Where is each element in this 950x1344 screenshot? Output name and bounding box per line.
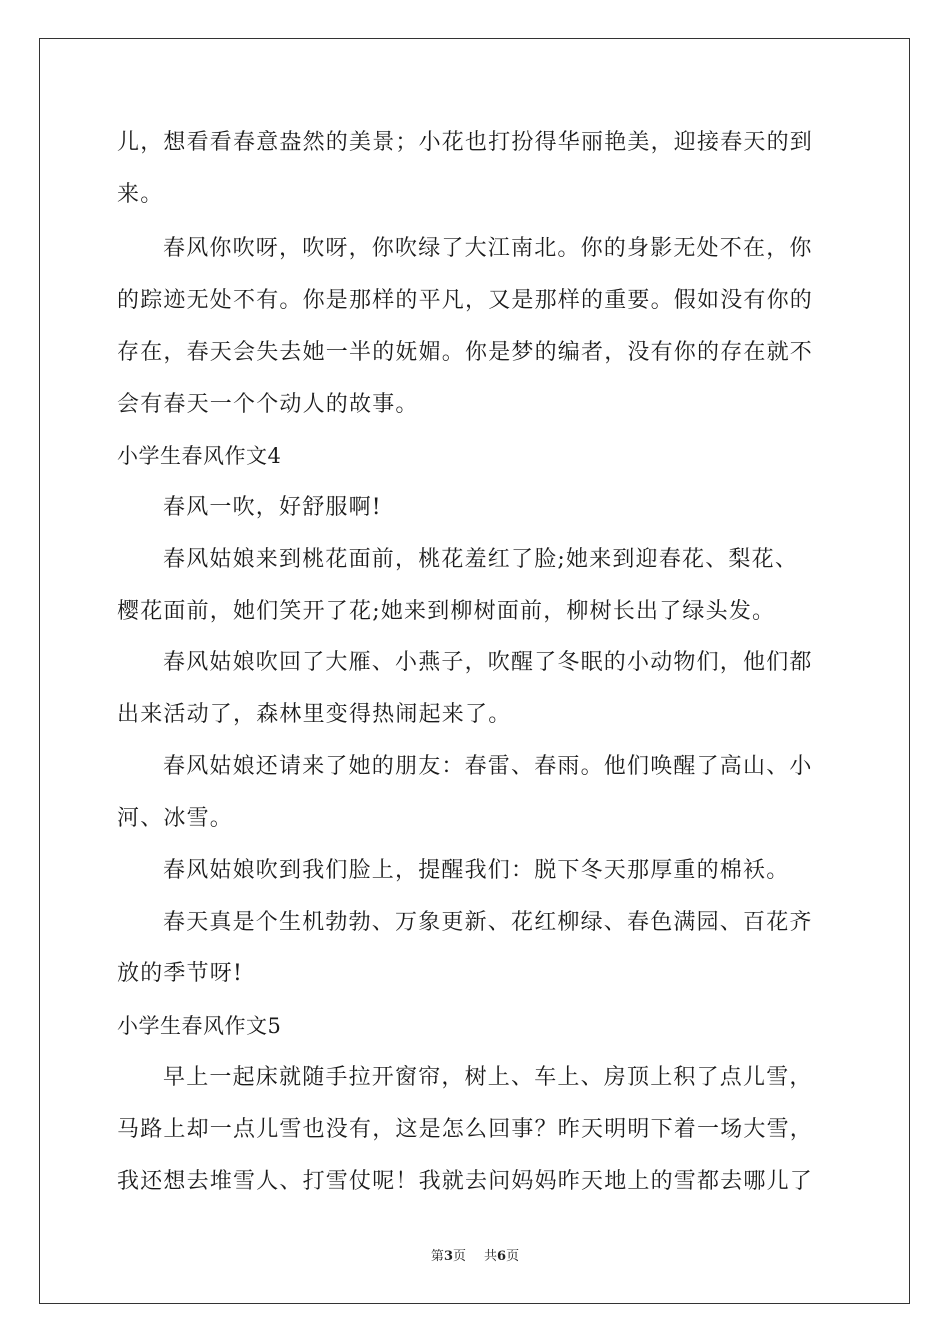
paragraph-line: 春风姑娘还请来了她的朋友：春雷、春雨。他们唤醒了高山、小 [163,754,813,779]
footer-page-number: 3 [443,1249,453,1264]
footer-total-suffix: 页 [506,1249,520,1264]
footer-total-prefix: 共 [484,1249,498,1264]
paragraph-line: 春风你吹呀，吹呀，你吹绿了大江南北。你的身影无处不在，你 [163,236,813,261]
section-heading: 小学生春风作文5 [117,1014,282,1038]
paragraph-line: 春风姑娘吹回了大雁、小燕子，吹醒了冬眠的小动物们，他们都 [163,650,813,675]
paragraph-line: 春风姑娘吹到我们脸上，提醒我们：脱下冬天那厚重的棉袄。 [163,858,790,883]
footer-page-prefix: 第 [430,1249,444,1264]
paragraph-line: 存在，春天会失去她一半的妩媚。你是梦的编者，没有你的存在就不 [117,340,814,365]
paragraph-line: 我还想去堆雪人、打雪仗呢！我就去问妈妈昨天地上的雪都去哪儿了 [117,1169,814,1194]
page-footer [0,1248,950,1266]
paragraph-line: 会有春天一个个动人的故事。 [117,392,419,417]
paragraph-line: 儿，想看看春意盎然的美景；小花也打扮得华丽艳美，迎接春天的到 [117,130,814,155]
section-heading: 小学生春风作文4 [117,444,282,468]
paragraph-line: 春风一吹，好舒服啊! [163,495,382,520]
paragraph-line: 春天真是个生机勃勃、万象更新、花红柳绿、春色满园、百花齐 [163,910,813,935]
paragraph-line: 樱花面前，她们笑开了花;她来到柳树面前，柳树长出了绿头发。 [117,599,776,624]
paragraph-line: 出来活动了，森林里变得热闹起来了。 [117,702,512,727]
footer-page-suffix: 页 [452,1249,466,1264]
paragraph-line: 河、冰雪。 [117,806,234,831]
paragraph-line: 的踪迹无处不有。你是那样的平凡，又是那样的重要。假如没有你的 [117,288,814,313]
paragraph-line: 来。 [117,182,164,207]
paragraph-line: 早上一起床就随手拉开窗帘，树上、车上、房顶上积了点儿雪， [163,1065,813,1090]
footer-total-pages: 6 [497,1249,507,1264]
paragraph-line: 马路上却一点儿雪也没有，这是怎么回事？昨天明明下着一场大雪， [117,1117,814,1142]
paragraph-line: 春风姑娘来到桃花面前，桃花羞红了脸;她来到迎春花、梨花、 [163,547,799,572]
paragraph-line: 放的季节呀! [117,961,244,986]
